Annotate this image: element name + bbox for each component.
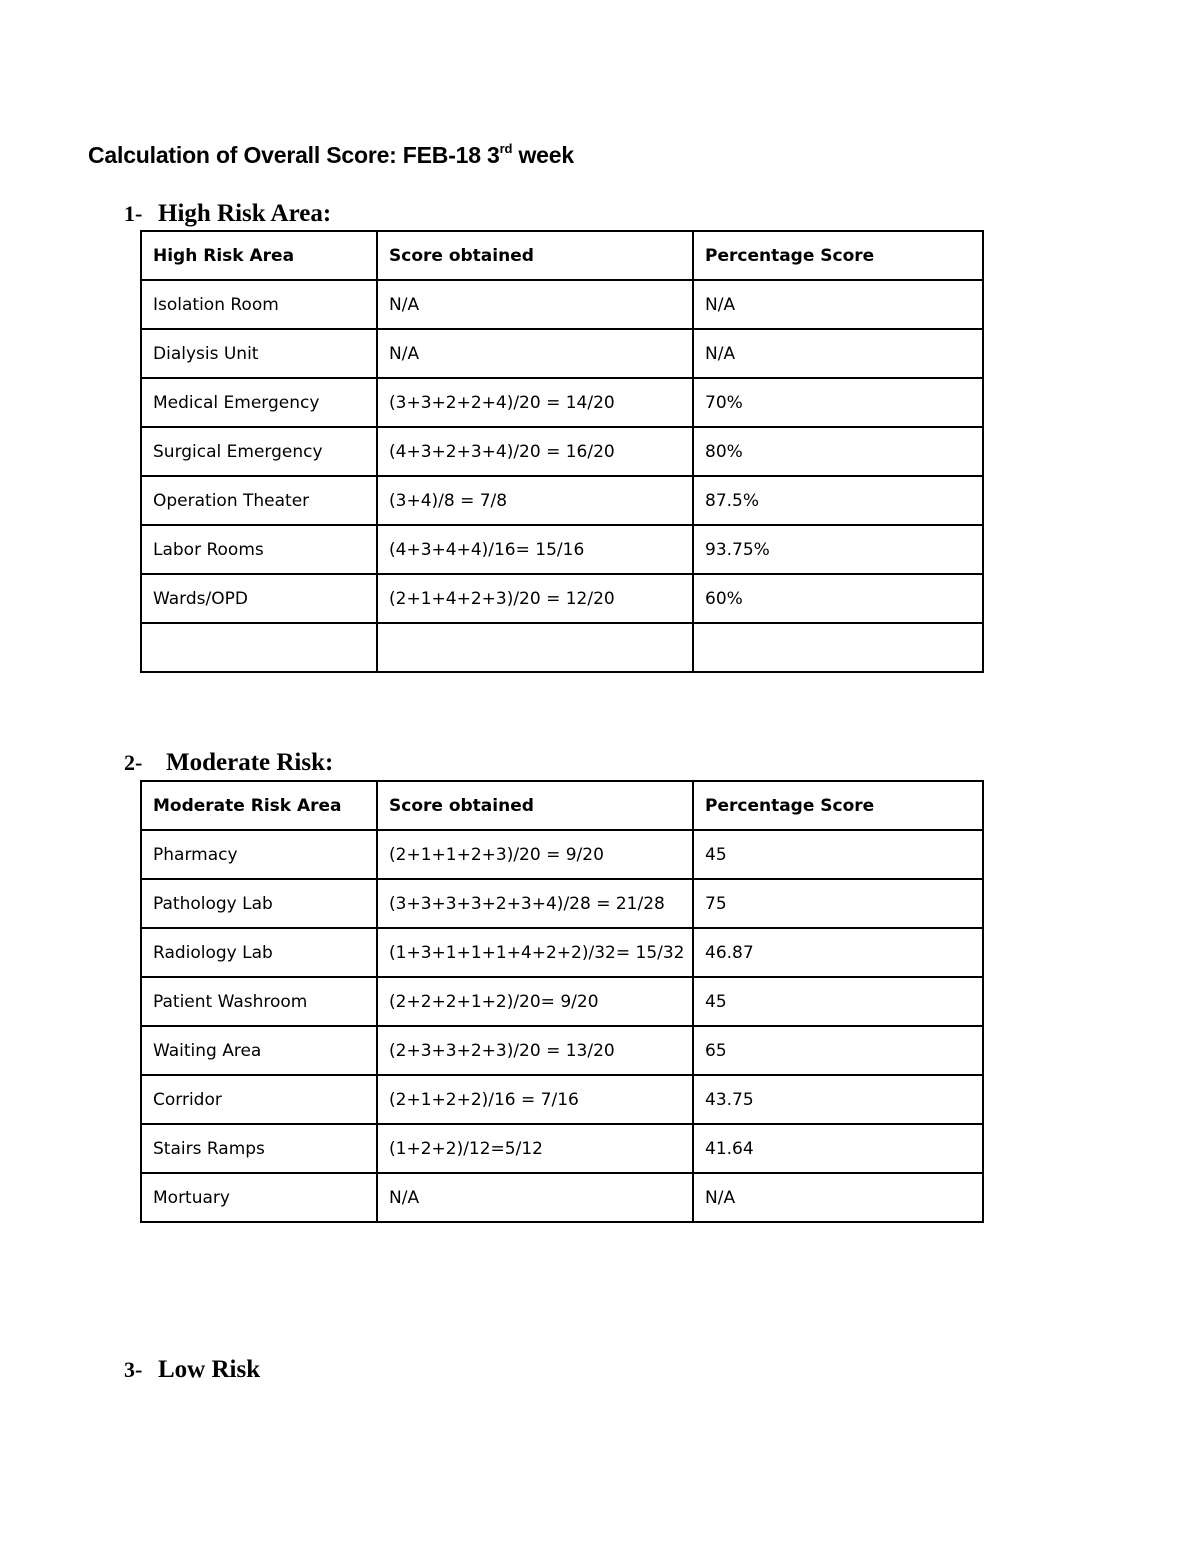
table-row [141, 525, 983, 574]
table-row [141, 830, 983, 879]
area-cell: Isolation Room [141, 280, 377, 329]
percentage-cell: 60% [693, 574, 983, 623]
table-header-row [141, 231, 983, 280]
table-row [141, 1026, 983, 1075]
column-header: High Risk Area [141, 231, 377, 280]
area-cell: Labor Rooms [141, 525, 377, 574]
percentage-cell: 93.75% [693, 525, 983, 574]
table-row [141, 574, 983, 623]
column-header: Percentage Score [693, 231, 983, 280]
high-risk-table [140, 230, 984, 673]
column-header: Score obtained [377, 231, 693, 280]
percentage-cell: 80% [693, 427, 983, 476]
table-row-empty [141, 623, 983, 672]
percentage-cell: N/A [693, 1173, 983, 1222]
area-cell: Radiology Lab [141, 928, 377, 977]
area-cell: Surgical Emergency [141, 427, 377, 476]
section-number: 3- [124, 1357, 143, 1382]
area-cell: Wards/OPD [141, 574, 377, 623]
score-cell: (1+3+1+1+1+4+2+2)/32= 15/32 [377, 928, 693, 977]
percentage-cell: 45 [693, 977, 983, 1026]
area-cell: Corridor [141, 1075, 377, 1124]
score-cell: (3+3+2+2+4)/20 = 14/20 [377, 378, 693, 427]
column-header: Percentage Score [693, 781, 983, 830]
percentage-cell: 43.75 [693, 1075, 983, 1124]
table-row [141, 280, 983, 329]
score-cell: (3+3+3+3+2+3+4)/28 = 21/28 [377, 879, 693, 928]
section-heading-moderate-risk [124, 749, 333, 777]
moderate-risk-table [140, 780, 984, 1223]
percentage-cell: 87.5% [693, 476, 983, 525]
score-cell: N/A [377, 280, 693, 329]
title-main: Calculation of Overall Score: FEB-18 3 [88, 142, 500, 168]
score-cell [377, 623, 693, 672]
percentage-cell: 41.64 [693, 1124, 983, 1173]
table-row [141, 1124, 983, 1173]
score-cell: (2+1+2+2)/16 = 7/16 [377, 1075, 693, 1124]
score-cell: (2+2+2+1+2)/20= 9/20 [377, 977, 693, 1026]
percentage-cell: 70% [693, 378, 983, 427]
section-number: 1- [124, 201, 143, 226]
table-row [141, 427, 983, 476]
area-cell: Medical Emergency [141, 378, 377, 427]
area-cell: Pathology Lab [141, 879, 377, 928]
area-cell: Waiting Area [141, 1026, 377, 1075]
column-header: Moderate Risk Area [141, 781, 377, 830]
percentage-cell: 45 [693, 830, 983, 879]
table-row [141, 329, 983, 378]
section-title: Moderate Risk: [166, 749, 334, 776]
percentage-cell [693, 623, 983, 672]
score-cell: (2+1+4+2+3)/20 = 12/20 [377, 574, 693, 623]
percentage-cell: N/A [693, 329, 983, 378]
score-cell: (1+2+2)/12=5/12 [377, 1124, 693, 1173]
title-superscript: rd [499, 141, 513, 156]
percentage-cell: 65 [693, 1026, 983, 1075]
section-heading-high-risk [124, 200, 331, 228]
score-cell: N/A [377, 1173, 693, 1222]
percentage-cell: 75 [693, 879, 983, 928]
table-row [141, 977, 983, 1026]
section-title: High Risk Area: [158, 200, 332, 227]
percentage-cell: N/A [693, 280, 983, 329]
column-header: Score obtained [377, 781, 693, 830]
page-title [88, 142, 574, 169]
table-row [141, 879, 983, 928]
area-cell: Dialysis Unit [141, 329, 377, 378]
score-cell: (2+1+1+2+3)/20 = 9/20 [377, 830, 693, 879]
score-cell: (4+3+2+3+4)/20 = 16/20 [377, 427, 693, 476]
section-number: 2- [124, 750, 143, 775]
percentage-cell: 46.87 [693, 928, 983, 977]
table-header-row [141, 781, 983, 830]
table-row [141, 476, 983, 525]
section-heading-low-risk [124, 1356, 260, 1384]
area-cell: Stairs Ramps [141, 1124, 377, 1173]
score-cell: (3+4)/8 = 7/8 [377, 476, 693, 525]
table-row [141, 928, 983, 977]
table-row [141, 1075, 983, 1124]
area-cell: Operation Theater [141, 476, 377, 525]
table-row [141, 1173, 983, 1222]
score-cell: N/A [377, 329, 693, 378]
area-cell [141, 623, 377, 672]
score-cell: (4+3+4+4)/16= 15/16 [377, 525, 693, 574]
score-cell: (2+3+3+2+3)/20 = 13/20 [377, 1026, 693, 1075]
area-cell: Mortuary [141, 1173, 377, 1222]
table-row [141, 378, 983, 427]
section-title: Low Risk [158, 1356, 261, 1383]
area-cell: Pharmacy [141, 830, 377, 879]
title-suffix: week [512, 142, 574, 168]
area-cell: Patient Washroom [141, 977, 377, 1026]
